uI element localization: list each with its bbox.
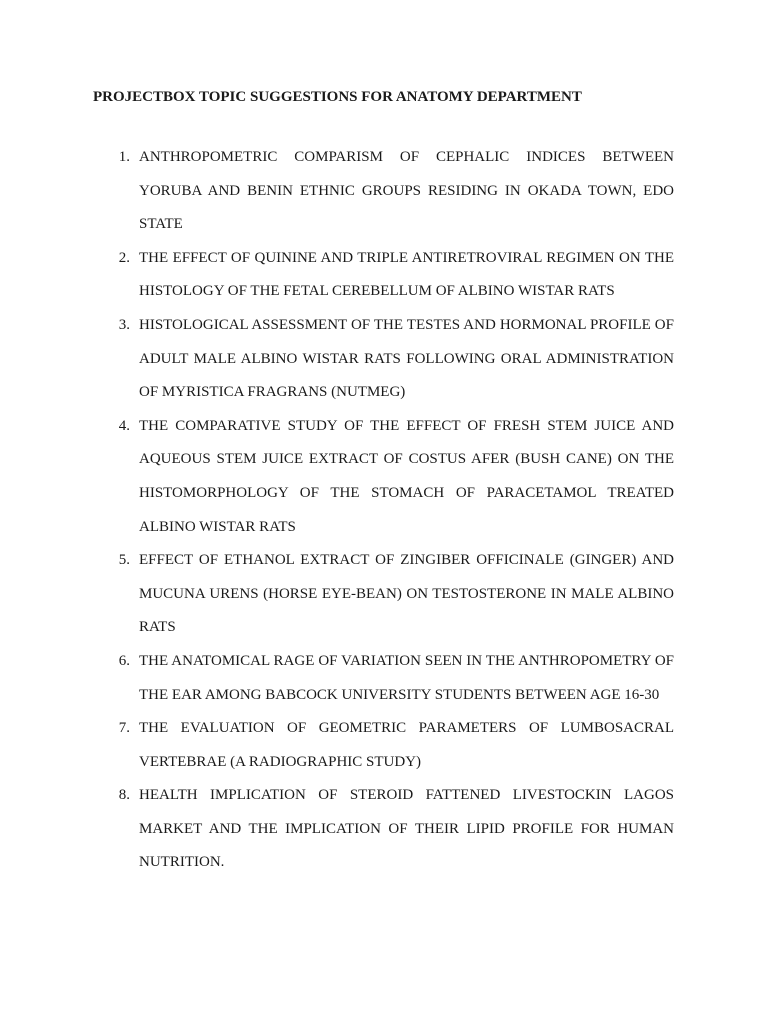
topic-text: ANTHROPOMETRIC COMPARISM OF CEPHALIC INDICES BETWEEN YORUBA AND BENIN ETHNIC GROUPS RESIDING IN OKADA TOWN, EDO STATE: [139, 149, 674, 233]
topic-item-8: [0, 779, 768, 880]
topic-number: 7.: [118, 720, 130, 737]
topic-text: THE ANATOMICAL RAGE OF VARIATION SEEN IN THE ANTHROPOMETRY OF THE EAR AMONG BABCOCK UNIVERSITY STUDENTS BETWEEN AGE 16-30: [139, 652, 674, 703]
topic-item-7: [0, 712, 768, 779]
topic-number: 6.: [118, 652, 130, 669]
topic-text: THE EFFECT OF QUININE AND TRIPLE ANTIRETROVIRAL REGIMEN ON THE HISTOLOGY OF THE FETAL CEREBELLUM OF ALBINO WISTAR RATS: [139, 249, 674, 300]
topic-item-2: [0, 242, 768, 309]
topic-number: 4.: [118, 417, 130, 434]
topic-item-5: [0, 544, 768, 645]
topic-item-6: [0, 645, 768, 712]
topic-number: 1.: [118, 149, 130, 165]
document-title: PROJECTBOX TOPIC SUGGESTIONS FOR ANATOMY DEPARTMENT: [93, 89, 582, 105]
topic-text: HEALTH IMPLICATION OF STEROID FATTENED LIVESTOCKIN LAGOS MARKET AND THE IMPLICATION OF THEIR LIPID PROFILE FOR HUMAN NUTRITION.: [139, 787, 674, 871]
topic-text: HISTOLOGICAL ASSESSMENT OF THE TESTES AND HORMONAL PROFILE OF ADULT MALE ALBINO WISTAR RATS FOLLOWING ORAL ADMINISTRATION OF MYRISTICA FRAGRANS (NUTMEG): [139, 316, 674, 401]
topic-item-4: [0, 410, 768, 544]
topic-number: 8.: [118, 787, 130, 804]
topic-item-3: [0, 309, 768, 410]
topic-text: THE EVALUATION OF GEOMETRIC PARAMETERS OF LUMBOSACRAL VERTEBRAE (A RADIOGRAPHIC STUDY): [139, 720, 674, 770]
topic-number: 2.: [118, 249, 130, 266]
topic-list: [0, 141, 768, 880]
topic-number: 3.: [118, 316, 130, 333]
topic-item-1: [0, 141, 768, 242]
topic-number: 5.: [118, 552, 130, 569]
topic-text: THE COMPARATIVE STUDY OF THE EFFECT OF FRESH STEM JUICE AND AQUEOUS STEM JUICE EXTRACT OF COSTUS AFER (BUSH CANE) ON THE HISTOMORPHOLOGY OF THE STOMACH OF PARACETAMOL TREATED ALBINO WISTAR RATS: [139, 417, 674, 535]
topic-text: EFFECT OF ETHANOL EXTRACT OF ZINGIBER OFFICINALE (GINGER) AND MUCUNA URENS (HORSE EYE-BEAN) ON TESTOSTERONE IN MALE ALBINO RATS: [139, 552, 674, 636]
